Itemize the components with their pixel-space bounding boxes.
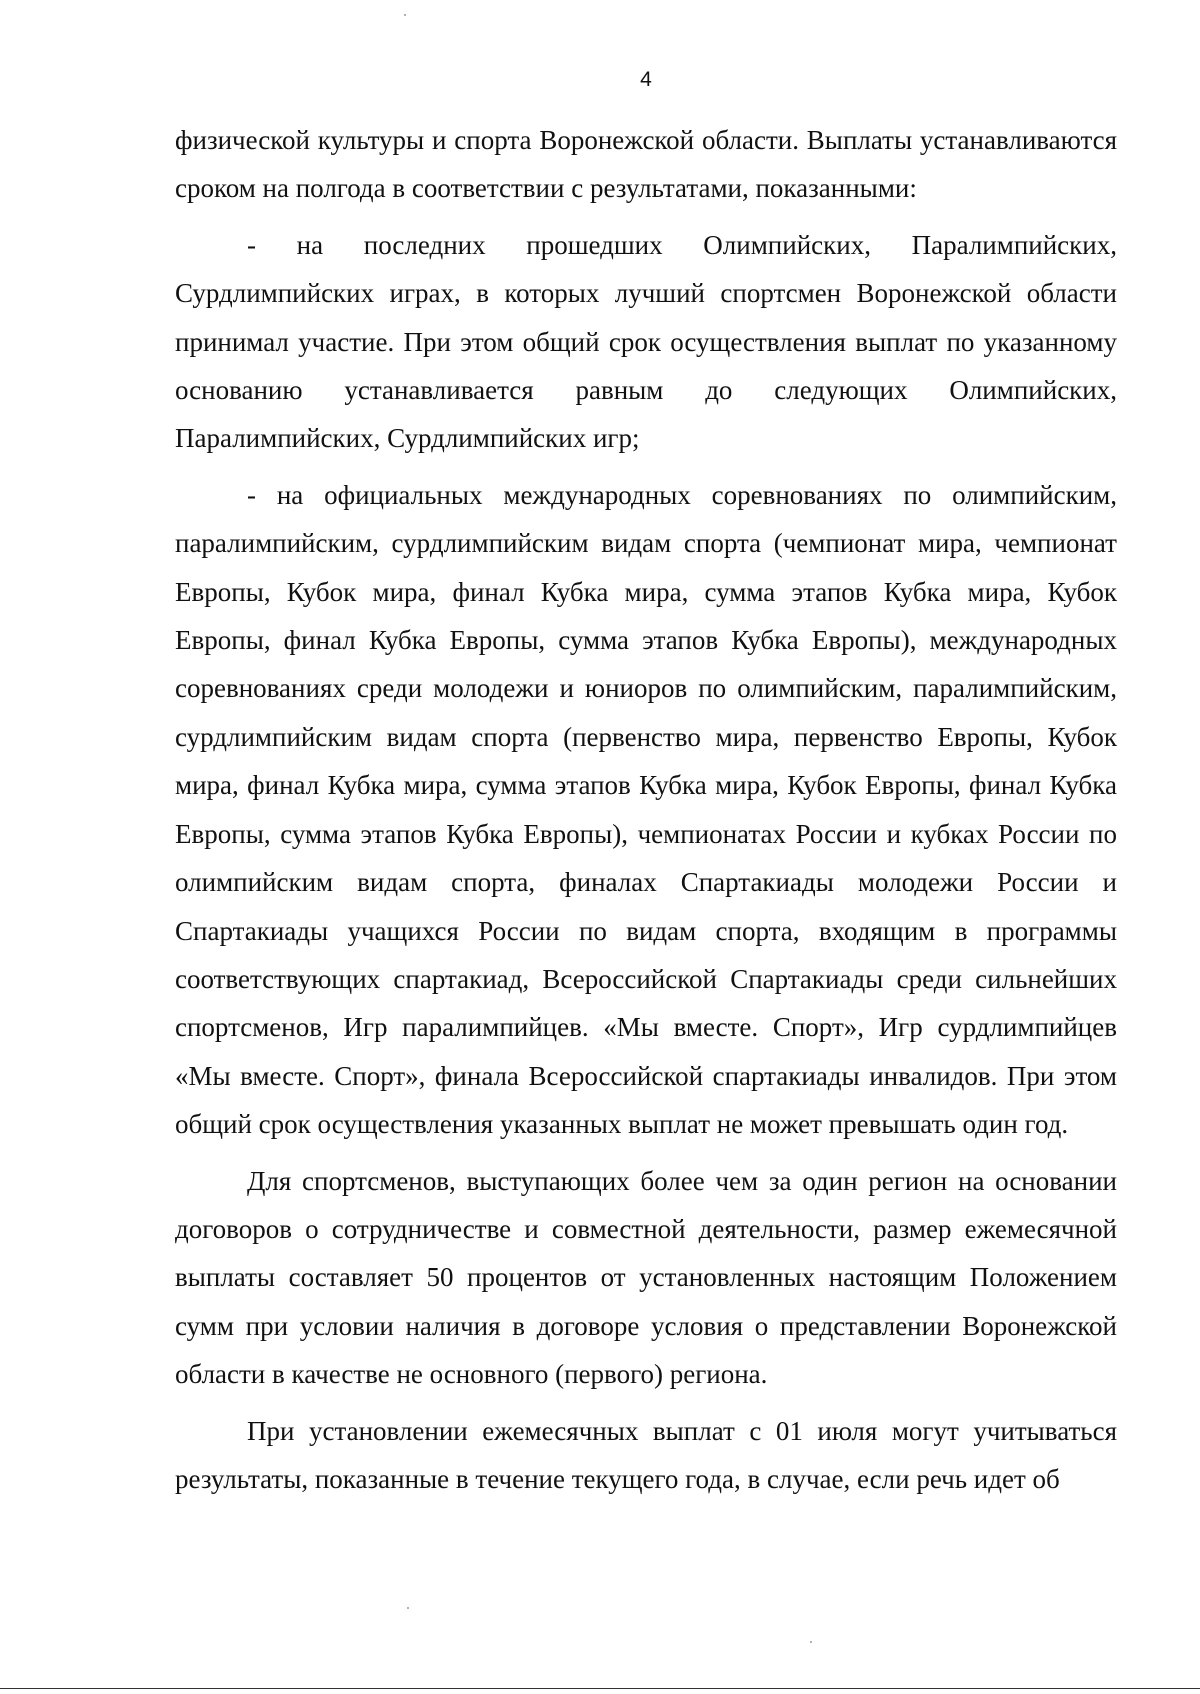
paragraph-3: - на официальных международных соревнованиях по олимпийским, паралимпийским, сурдлимпийским видам спорта (чемпионат мира, чемпионат Европы, Кубок мира, финал Кубка мира, сумма этапов Кубка мира, Кубок Европы, финал Кубка Европы, сумма этапов Кубка Европы), международных соревнованиях среди молодежи и юниоров по олимпийским, паралимпийским, сурдлимпийским видам спорта (первенство мира, первенство Европы, Кубок мира, финал Кубка мира, сумма этапов Кубка мира, Кубок Европы, финал Кубка Европы, сумма этапов Кубка Европы), чемпионатах России и кубках России по олимпийским видам спорта, финалах Спартакиады молодежи России и Спартакиады учащихся России по видам спорта, входящим в программы соответствующих спартакиад, Всероссийской Спартакиады среди сильнейших спортсменов, Игр паралимпийцев. «Мы вместе. Спорт», Игр сурдлимпийцев «Мы вместе. Спорт», финала Всероссийской спартакиады инвалидов. При этом общий срок осуществления указанных выплат не может превышать один год. bbox=[175, 479, 1117, 1140]
page-number: 4 bbox=[640, 68, 652, 91]
paragraph-1: физической культуры и спорта Воронежской области. Выплаты устанавливаются сроком на полгода в соответствии с результатами, показанными: bbox=[175, 125, 1117, 204]
scan-speck bbox=[810, 1641, 812, 1643]
paragraph-2: - на последних прошедших Олимпийских, Паралимпийских, Сурдлимпийских играх, в которых лучший спортсмен Воронежской области принимал участие. При этом общий срок осуществления выплат по указанному основанию устанавливается равным до следующих Олимпийских, Паралимпийских, Сурдлимпийских игр; bbox=[175, 229, 1117, 454]
scan-speck bbox=[404, 14, 406, 16]
paragraph-4: Для спортсменов, выступающих более чем за один регион на основании договоров о сотрудничестве и совместной деятельности, размер ежемесячной выплаты составляет 50 процентов от установленных настоящим Положением сумм при условии наличия в договоре условия о представлении Воронежской области в качестве не основного (первого) региона. bbox=[175, 1165, 1117, 1390]
paragraph-5: При установлении ежемесячных выплат с 01 июля могут учитываться результаты, показанные в течение текущего года, в случае, если речь идет об bbox=[175, 1415, 1117, 1494]
page-bottom-edge bbox=[0, 1688, 1200, 1689]
document-body bbox=[175, 116, 1117, 1511]
scan-speck bbox=[407, 1607, 409, 1609]
